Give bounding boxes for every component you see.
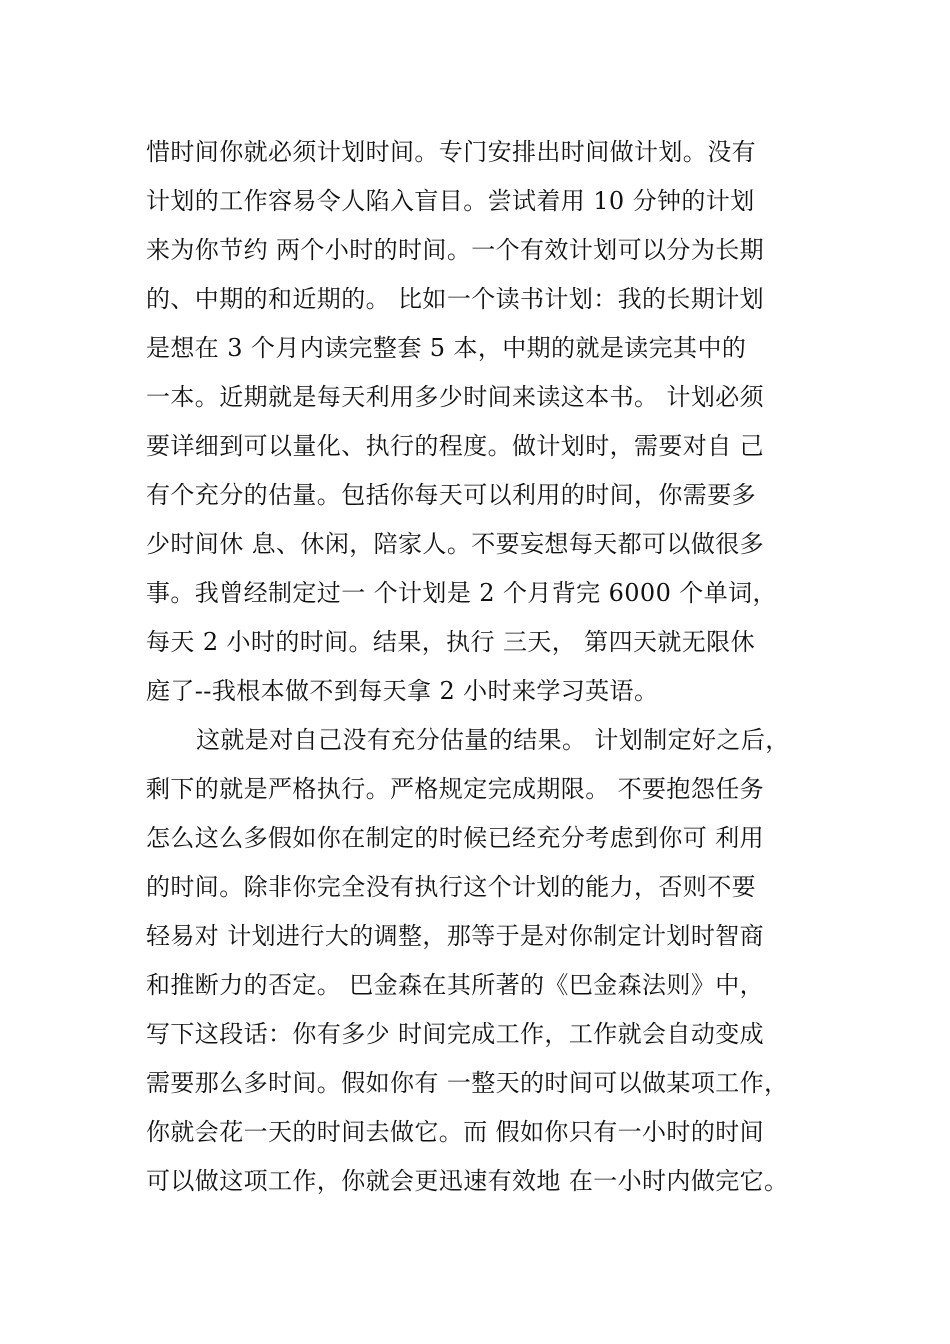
text-line: 剩下的就是严格执行。严格规定完成期限。 不要抱怨任务 (146, 775, 765, 803)
text-line: 写下这段话：你有多少 时间完成工作，工作就会自动变成 (146, 1020, 765, 1048)
paragraph-first-line: 这就是对自己没有充分估量的结果。 计划制定好之后， (196, 726, 790, 754)
text-line: 每天 2 小时的时间。结果，执行 三天， 第四天就无限休 (146, 628, 755, 656)
text-line: 一本。近期就是每天利用多少时间来读这本书。 计划必须 (146, 383, 765, 411)
text-line: 计划的工作容易令人陷入盲目。尝试着用 10 分钟的计划 (146, 187, 755, 215)
text-line: 惜时间你就必须计划时间。专门安排出时间做计划。没有 (146, 138, 756, 166)
text-line: 的时间。除非你完全没有执行这个计划的能力，否则不要 (146, 873, 756, 901)
text-line: 少时间休 息、休闲，陪家人。不要妄想每天都可以做很多 (146, 530, 765, 558)
text-line: 可以做这项工作，你就会更迅速有效地 在一小时内做完它。 (146, 1167, 789, 1195)
text-line: 要详细到可以量化、执行的程度。做计划时，需要对自 己 (146, 432, 765, 460)
text-line: 有个充分的估量。包括你每天可以利用的时间，你需要多 (146, 481, 756, 509)
text-line: 的、中期的和近期的。 比如一个读书计划：我的长期计划 (146, 285, 765, 313)
text-line: 来为你节约 两个小时的时间。一个有效计划可以分为长期 (146, 236, 765, 264)
text-line: 需要那么多时间。假如你有 一整天的时间可以做某项工作， (146, 1069, 789, 1097)
text-line: 怎么这么多假如你在制定的时候已经充分考虑到你可 利用 (146, 824, 765, 852)
text-line: 是想在 3 个月内读完整套 5 本，中期的就是读完其中的 (146, 334, 747, 362)
body-text (146, 128, 826, 1206)
text-line: 庭了--我根本做不到每天拿 2 小时来学习英语。 (146, 677, 659, 705)
text-line: 和推断力的否定。 巴金森在其所著的《巴金森法则》中， (146, 971, 765, 999)
text-line: 事。我曾经制定过一 个计划是 2 个月背完 6000 个单词， (146, 579, 777, 607)
text-line: 轻易对 计划进行大的调整，那等于是对你制定计划时智商 (146, 922, 765, 950)
text-line: 你就会花一天的时间去做它。而 假如你只有一小时的时间 (146, 1118, 765, 1146)
